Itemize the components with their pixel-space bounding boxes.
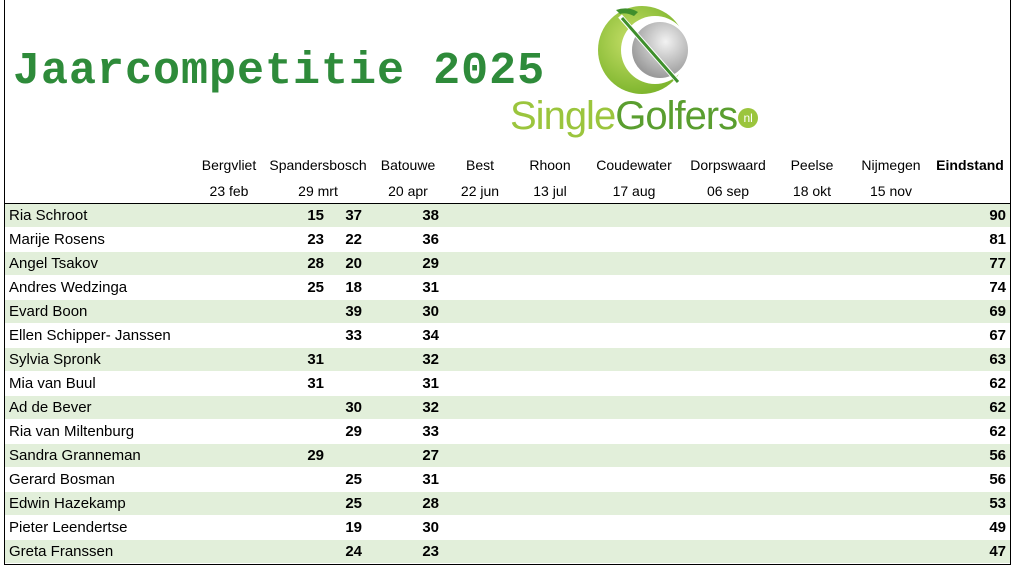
- column-header-date: 23 feb: [209, 183, 249, 199]
- score-cell: [668, 300, 753, 324]
- score-cell: 22: [328, 228, 366, 252]
- score-cell: 31: [366, 468, 443, 492]
- score-cell: [513, 396, 583, 420]
- player-name: Gerard Bosman: [5, 468, 245, 492]
- score-cell: [838, 396, 928, 420]
- score-cell: 20: [328, 252, 366, 276]
- table-row: [5, 444, 1010, 468]
- score-cell: [753, 468, 838, 492]
- score-cell: [583, 252, 668, 276]
- score-cell: 25: [245, 276, 328, 300]
- score-cell: [328, 444, 366, 468]
- score-cell: [443, 276, 513, 300]
- score-cell: [753, 516, 838, 540]
- score-cell: 31: [245, 372, 328, 396]
- score-cell: [513, 324, 583, 348]
- column-header-date: 29 mrt: [298, 183, 338, 199]
- score-cell: [668, 252, 753, 276]
- table-row: [5, 276, 1010, 300]
- score-cell: [668, 420, 753, 444]
- column-header-name: Bergvliet: [201, 157, 257, 173]
- score-cell: [443, 420, 513, 444]
- total-cell: 69: [928, 300, 1010, 324]
- score-cell: [838, 468, 928, 492]
- player-name: Ria Schroot: [5, 204, 245, 228]
- score-cell: [443, 204, 513, 228]
- score-cell: [753, 276, 838, 300]
- score-cell: [753, 252, 838, 276]
- total-cell: 67: [928, 324, 1010, 348]
- score-cell: [443, 492, 513, 516]
- score-cell: [838, 492, 928, 516]
- table-row: [5, 204, 1010, 228]
- player-name: Pieter Leendertse: [5, 516, 245, 540]
- score-cell: [668, 444, 753, 468]
- score-cell: [443, 444, 513, 468]
- score-cell: [753, 324, 838, 348]
- score-cell: [513, 252, 583, 276]
- score-cell: 28: [366, 492, 443, 516]
- score-cell: [583, 276, 668, 300]
- score-cell: [753, 420, 838, 444]
- score-cell: [328, 372, 366, 396]
- column-header-total: Eindstand: [936, 157, 1004, 173]
- score-cell: [753, 492, 838, 516]
- column-header-date: 06 sep: [706, 183, 750, 199]
- score-cell: [753, 204, 838, 228]
- score-cell: [443, 348, 513, 372]
- score-cell: [443, 324, 513, 348]
- total-cell: 53: [928, 492, 1010, 516]
- score-cell: [443, 396, 513, 420]
- table-row: [5, 420, 1010, 444]
- table-row: [5, 516, 1010, 540]
- score-cell: [583, 516, 668, 540]
- score-cell: 29: [328, 420, 366, 444]
- score-cell: [245, 324, 328, 348]
- score-cell: [753, 444, 838, 468]
- table-row: [5, 348, 1010, 372]
- score-cell: 27: [366, 444, 443, 468]
- score-cell: [668, 348, 753, 372]
- score-cell: 32: [366, 348, 443, 372]
- score-cell: 29: [245, 444, 328, 468]
- score-cell: 33: [328, 324, 366, 348]
- table-row: [5, 324, 1010, 348]
- total-cell: 47: [928, 540, 1010, 564]
- score-cell: [583, 444, 668, 468]
- score-cell: 23: [366, 540, 443, 564]
- score-cell: [513, 348, 583, 372]
- score-cell: [668, 468, 753, 492]
- total-cell: 56: [928, 444, 1010, 468]
- score-cell: [668, 204, 753, 228]
- player-name: Ellen Schipper- Janssen: [5, 324, 245, 348]
- score-cell: [245, 540, 328, 564]
- total-cell: 90: [928, 204, 1010, 228]
- score-cell: [513, 492, 583, 516]
- player-name: Evard Boon: [5, 300, 245, 324]
- score-cell: [513, 468, 583, 492]
- score-cell: [513, 372, 583, 396]
- golf-ball-icon: [510, 4, 780, 104]
- score-cell: [443, 468, 513, 492]
- score-cell: [753, 540, 838, 564]
- score-cell: 19: [328, 516, 366, 540]
- score-cell: 36: [366, 228, 443, 252]
- score-cell: [443, 372, 513, 396]
- score-cell: [245, 396, 328, 420]
- score-cell: [583, 420, 668, 444]
- score-cell: [443, 516, 513, 540]
- score-cell: [753, 228, 838, 252]
- player-name: Marije Rosens: [5, 228, 245, 252]
- score-cell: [513, 444, 583, 468]
- score-cell: [668, 492, 753, 516]
- logo-text-golfers: Golfers: [615, 94, 738, 138]
- score-cell: [838, 372, 928, 396]
- score-cell: [838, 300, 928, 324]
- column-header-date: 15 nov: [869, 183, 913, 199]
- score-cell: [583, 348, 668, 372]
- score-cell: 33: [366, 420, 443, 444]
- score-cell: 25: [328, 468, 366, 492]
- logo-wordmark: [510, 94, 758, 139]
- score-cell: [513, 420, 583, 444]
- score-cell: 23: [245, 228, 328, 252]
- player-name: Ria van Miltenburg: [5, 420, 245, 444]
- score-cell: [513, 204, 583, 228]
- table-row: [5, 228, 1010, 252]
- score-cell: [838, 420, 928, 444]
- total-cell: 81: [928, 228, 1010, 252]
- total-cell: 62: [928, 396, 1010, 420]
- total-cell: 62: [928, 372, 1010, 396]
- score-cell: [245, 492, 328, 516]
- player-name: Sandra Granneman: [5, 444, 245, 468]
- score-cell: [583, 300, 668, 324]
- score-cell: 31: [366, 276, 443, 300]
- score-cell: [838, 252, 928, 276]
- score-cell: [513, 276, 583, 300]
- table-row: [5, 300, 1010, 324]
- score-cell: [328, 348, 366, 372]
- score-cell: [668, 324, 753, 348]
- player-name: Andres Wedzinga: [5, 276, 245, 300]
- score-cell: 32: [366, 396, 443, 420]
- score-cell: [583, 324, 668, 348]
- total-cell: 77: [928, 252, 1010, 276]
- total-cell: 49: [928, 516, 1010, 540]
- score-cell: [668, 396, 753, 420]
- score-cell: [838, 276, 928, 300]
- logo-text-single: Single: [510, 94, 616, 138]
- total-cell: 62: [928, 420, 1010, 444]
- score-cell: [245, 516, 328, 540]
- score-cell: [513, 300, 583, 324]
- score-cell: [668, 276, 753, 300]
- score-cell: [838, 228, 928, 252]
- score-cell: [583, 492, 668, 516]
- score-cell: [513, 516, 583, 540]
- column-header-name: Dorpswaard: [690, 157, 766, 173]
- score-cell: 39: [328, 300, 366, 324]
- score-cell: 28: [245, 252, 328, 276]
- total-cell: 63: [928, 348, 1010, 372]
- score-cell: [753, 396, 838, 420]
- score-cell: [583, 204, 668, 228]
- score-cell: 18: [328, 276, 366, 300]
- table-row: [5, 540, 1010, 564]
- total-cell: 74: [928, 276, 1010, 300]
- player-name: Greta Franssen: [5, 540, 245, 564]
- column-header-name: Spandersbosch: [269, 157, 367, 173]
- score-cell: [583, 228, 668, 252]
- score-cell: [245, 300, 328, 324]
- score-cell: 31: [245, 348, 328, 372]
- logo-nl-badge: nl: [738, 108, 758, 128]
- score-cell: [513, 228, 583, 252]
- score-cell: [753, 348, 838, 372]
- score-cell: [443, 252, 513, 276]
- player-name: Mia van Buul: [5, 372, 245, 396]
- score-cell: [753, 300, 838, 324]
- score-cell: [838, 540, 928, 564]
- score-cell: [838, 204, 928, 228]
- score-cell: 30: [328, 396, 366, 420]
- table-row: [5, 396, 1010, 420]
- score-cell: [583, 540, 668, 564]
- table-row: [5, 492, 1010, 516]
- column-header-name: Rhoon: [529, 157, 571, 173]
- score-cell: [668, 516, 753, 540]
- score-cell: [838, 516, 928, 540]
- column-header-name: Nijmegen: [861, 157, 921, 173]
- total-cell: 56: [928, 468, 1010, 492]
- score-cell: 34: [366, 324, 443, 348]
- score-cell: [245, 468, 328, 492]
- standings-table: [5, 204, 1010, 564]
- score-cell: [245, 420, 328, 444]
- score-cell: 30: [366, 516, 443, 540]
- column-header-date: 13 jul: [533, 183, 567, 199]
- column-header-name: Batouwe: [380, 157, 436, 173]
- score-cell: [668, 228, 753, 252]
- table-row: [5, 372, 1010, 396]
- table-row: [5, 468, 1010, 492]
- score-cell: [838, 348, 928, 372]
- score-cell: 24: [328, 540, 366, 564]
- table-row: [5, 252, 1010, 276]
- score-cell: [838, 324, 928, 348]
- score-cell: 38: [366, 204, 443, 228]
- score-cell: [583, 372, 668, 396]
- score-cell: 31: [366, 372, 443, 396]
- score-cell: 25: [328, 492, 366, 516]
- player-name: Ad de Bever: [5, 396, 245, 420]
- player-name: Sylvia Spronk: [5, 348, 245, 372]
- score-cell: 37: [328, 204, 366, 228]
- score-cell: [668, 372, 753, 396]
- column-header-date: 18 okt: [792, 183, 832, 199]
- score-cell: 30: [366, 300, 443, 324]
- score-cell: [513, 540, 583, 564]
- column-header-name: Coudewater: [596, 157, 672, 173]
- score-cell: [753, 372, 838, 396]
- score-cell: 15: [245, 204, 328, 228]
- score-cell: [443, 300, 513, 324]
- player-name: Edwin Hazekamp: [5, 492, 245, 516]
- score-cell: [443, 228, 513, 252]
- column-header-date: 20 apr: [388, 183, 428, 199]
- page-title: Jaarcompetitie 2025: [13, 46, 546, 97]
- column-header-name: Peelse: [790, 157, 834, 173]
- score-cell: [668, 540, 753, 564]
- score-cell: [443, 540, 513, 564]
- player-name: Angel Tsakov: [5, 252, 245, 276]
- singlegolfers-logo: [510, 4, 780, 146]
- score-cell: [583, 396, 668, 420]
- score-cell: [583, 468, 668, 492]
- column-header-name: Best: [465, 157, 495, 173]
- score-cell: 29: [366, 252, 443, 276]
- column-header-date: 22 jun: [460, 183, 500, 199]
- column-header-date: 17 aug: [612, 183, 656, 199]
- score-cell: [838, 444, 928, 468]
